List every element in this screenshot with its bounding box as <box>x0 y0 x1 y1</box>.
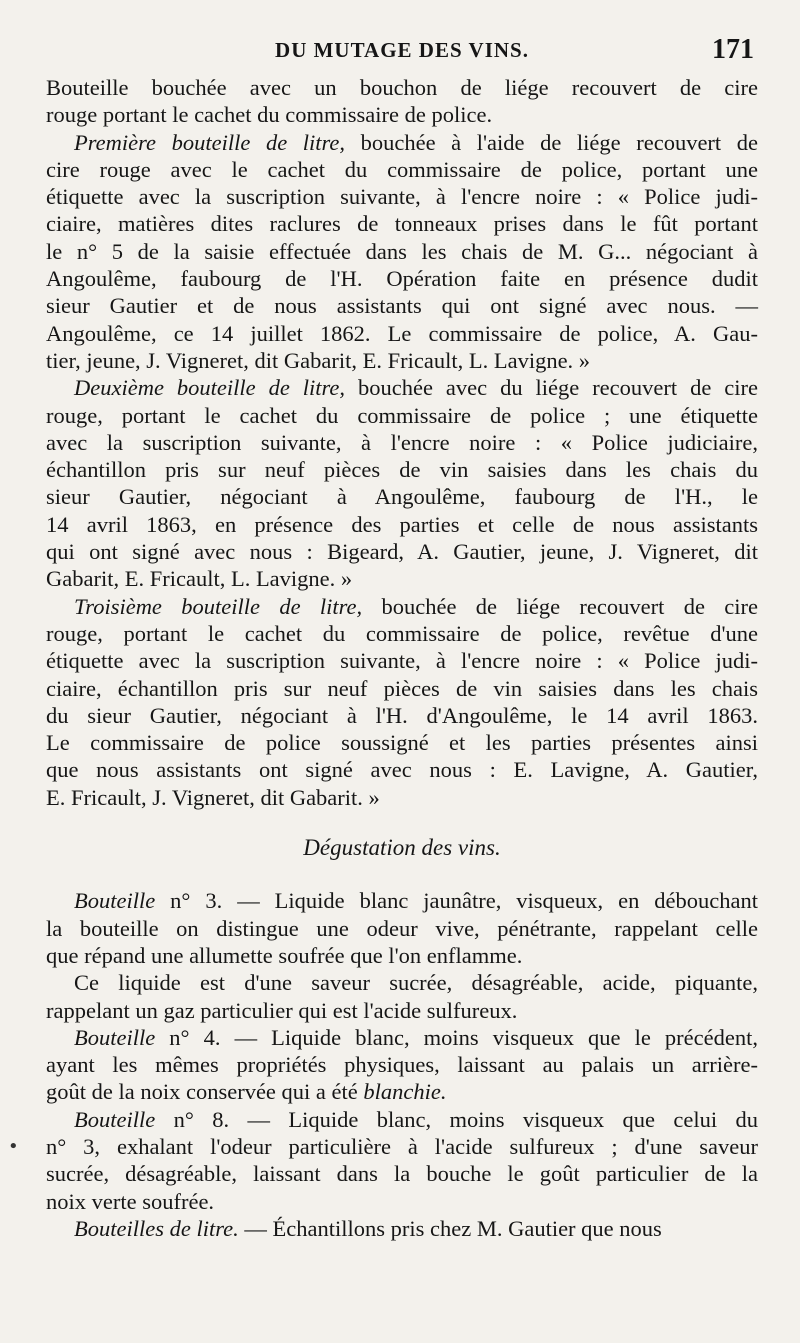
text-line <box>46 292 758 319</box>
text-run: goût de la noix conservée qui a été <box>46 1079 364 1105</box>
paragraph <box>46 593 758 811</box>
text-line <box>46 593 758 620</box>
text-line <box>46 183 758 210</box>
text-run: n° 3, exhalant l'odeur particulière à l'acide sulfureux ; d'une saveur <box>46 1133 758 1159</box>
text-run: n° 4. — Liquide blanc, moins visqueux que le précédent, <box>155 1024 758 1050</box>
paragraph <box>46 1106 758 1215</box>
text-line <box>46 511 758 538</box>
text-line <box>46 784 758 811</box>
text-line <box>46 702 758 729</box>
text-line <box>46 1160 758 1187</box>
text-run: noix verte soufrée. <box>46 1188 215 1214</box>
text-run: du sieur Gautier, négociant à l'H. d'Angoulême, le 14 avril 1863. <box>46 702 758 728</box>
margin-dot-mark: • <box>8 1136 19 1157</box>
text-line <box>46 969 758 996</box>
body-text <box>46 74 758 1242</box>
text-run: bouchée de liége recouvert de cire <box>362 593 758 619</box>
text-run: avec la suscription suivante, à l'encre noire : « Police judiciaire, <box>46 429 758 455</box>
text-run: ciaire, matières dites raclures de tonneaux prises dans le fût portant <box>46 211 758 237</box>
text-run: sieur Gautier, négociant à Angoulême, faubourg de l'H., le <box>46 484 758 510</box>
text-line <box>46 756 758 783</box>
text-run: E. Fricault, J. Vigneret, dit Gabarit. » <box>46 784 380 810</box>
italic-label: Troisième bouteille de litre, <box>74 593 363 619</box>
text-line <box>46 129 758 156</box>
text-run: Bouteille bouchée avec un bouchon de liége recouvert de cire <box>46 75 758 100</box>
text-run: étiquette avec la suscription suivante, à l'encre noire : « Police judi- <box>46 184 758 210</box>
italic-label: Deuxième bouteille de litre, <box>74 375 346 401</box>
text-line <box>46 101 758 128</box>
text-line <box>46 1051 758 1078</box>
text-run: qui ont signé avec nous : Bigeard, A. Gautier, jeune, J. Vigneret, dit <box>46 539 758 565</box>
italic-label: Bouteille <box>74 1106 156 1132</box>
text-run: rouge, portant le cachet du commissaire de police, revêtue d'une <box>46 620 758 646</box>
text-line <box>46 1133 758 1160</box>
text-line <box>46 915 758 942</box>
text-line <box>46 238 758 265</box>
paragraph <box>46 887 758 969</box>
text-run: 14 avril 1863, en présence des parties et celle de nous assistants <box>46 511 758 537</box>
text-run: étiquette avec la suscription suivante, à l'encre noire : « Police judi- <box>46 648 758 674</box>
text-line <box>46 483 758 510</box>
paragraph <box>46 129 758 375</box>
text-line <box>46 265 758 292</box>
text-line <box>46 997 758 1024</box>
text-line <box>46 887 758 914</box>
text-run: la bouteille on distingue une odeur vive, pénétrante, rappelant celle <box>46 915 758 941</box>
text-run: sieur Gautier et de nous assistants qui ont signé avec nous. — <box>46 293 758 319</box>
text-run: Angoulême, faubourg de l'H. Opération faite en présence dudit <box>46 266 758 292</box>
text-run: échantillon pris sur neuf pièces de vin saisies dans les chais du <box>46 457 758 483</box>
text-line <box>46 347 758 374</box>
text-line <box>46 374 758 401</box>
text-run: rouge portant le cachet du commissaire de police. <box>46 102 493 128</box>
text-run: ciaire, échantillon pris sur neuf pièces de vin saisies dans les chais <box>46 675 758 701</box>
text-run: bouchée à l'aide de liége recouvert de <box>345 129 758 155</box>
italic-label: Bouteille <box>74 888 156 914</box>
paragraph <box>46 374 758 592</box>
text-line <box>46 729 758 756</box>
text-run: que nous assistants ont signé avec nous : E. Lavigne, A. Gautier, <box>46 757 758 783</box>
text-line <box>46 647 758 674</box>
text-line <box>46 210 758 237</box>
text-run: cire rouge avec le cachet du commissaire de police, portant une <box>46 156 758 182</box>
text-run: n° 3. — Liquide blanc jaunâtre, visqueux, en débouchant <box>155 888 758 914</box>
text-run: que répand une allumette soufrée que l'on enflamme. <box>46 942 523 968</box>
italic-label: Bouteille <box>74 1024 156 1050</box>
text-run: tier, jeune, J. Vigneret, dit Gabarit, E. Fricault, L. Lavigne. » <box>46 347 591 373</box>
text-line <box>46 1106 758 1133</box>
paragraph <box>46 1215 758 1242</box>
text-run: sucrée, désagréable, laissant dans la bouche le goût particulier de la <box>46 1161 758 1187</box>
text-line <box>46 402 758 429</box>
text-run: le n° 5 de la saisie effectuée dans les chais de M. G... négociant à <box>46 238 758 264</box>
text-line <box>46 1024 758 1051</box>
text-line <box>46 74 758 101</box>
section-title: Dégustation des vins. <box>303 835 501 861</box>
text-run: ayant les mêmes propriétés physiques, laissant au palais un arrière- <box>46 1052 758 1078</box>
text-run: Gabarit, E. Fricault, L. Lavigne. » <box>46 566 353 592</box>
italic-label: Première bouteille de litre, <box>74 129 346 155</box>
text-run: bouchée avec du liége recouvert de cire <box>345 375 758 401</box>
text-line <box>46 1188 758 1215</box>
text-line <box>46 456 758 483</box>
text-line <box>46 565 758 592</box>
italic-label: blanchie. <box>363 1079 447 1105</box>
text-line <box>46 620 758 647</box>
paragraph <box>46 969 758 1024</box>
text-line <box>46 1078 758 1105</box>
italic-label: Bouteilles de litre. <box>74 1215 239 1241</box>
running-title: DU MUTAGE DES VINS. <box>275 38 529 62</box>
text-line <box>46 1215 758 1242</box>
paragraph <box>46 74 758 129</box>
text-run: rouge, portant le cachet du commissaire de police ; une étiquette <box>46 402 758 428</box>
text-run: Angoulême, ce 14 juillet 1862. Le commissaire de police, A. Gau- <box>46 320 758 346</box>
text-line <box>46 320 758 347</box>
text-line <box>46 156 758 183</box>
text-line <box>46 942 758 969</box>
text-run: — Échantillons pris chez M. Gautier que nous <box>238 1215 662 1241</box>
text-line <box>46 429 758 456</box>
text-line <box>46 538 758 565</box>
text-run: Ce liquide est d'une saveur sucrée, désagréable, acide, piquante, <box>74 970 758 996</box>
page-number: 171 <box>712 34 754 65</box>
running-head <box>46 34 758 74</box>
paragraph <box>46 1024 758 1106</box>
text-run: rappelant un gaz particulier qui est l'acide sulfureux. <box>46 997 518 1023</box>
text-run: n° 8. — Liquide blanc, moins visqueux que celui du <box>155 1106 758 1132</box>
text-run: Le commissaire de police soussigné et les parties présentes ainsi <box>46 730 758 756</box>
text-line <box>46 675 758 702</box>
